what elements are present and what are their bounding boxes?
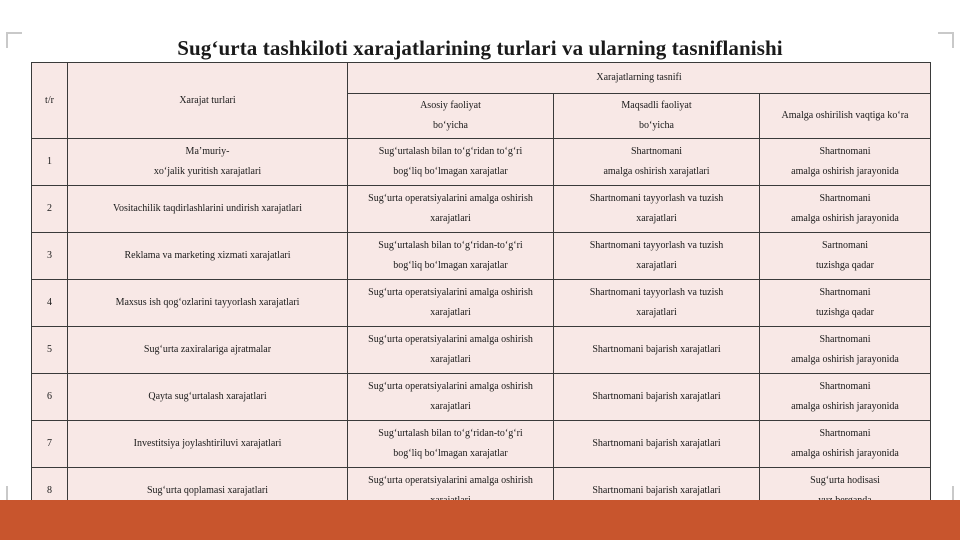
cell-target-line: xarajatlari — [636, 260, 677, 271]
table-row — [32, 374, 931, 421]
cell-main-line: xarajatlari — [430, 213, 471, 224]
header-row-top — [32, 63, 931, 94]
cost-classification-table — [31, 62, 931, 515]
cell-target-line: amalga oshirish xarajatlari — [603, 166, 710, 177]
table-row — [32, 421, 931, 468]
cell-time-line: amalga oshirish jarayonida — [791, 213, 899, 224]
cell-time-line: amalga oshirish jarayonida — [791, 448, 899, 459]
cell-time — [760, 139, 931, 186]
cell-main-line: Sug‘urtalash bilan to‘g‘ridan-to‘g‘ri — [378, 240, 523, 251]
cell-target-line: Shartnomani bajarish xarajatlari — [592, 391, 721, 402]
header-target-activity-line1: Maqsadli faoliyat — [621, 100, 692, 111]
cell-time — [760, 374, 931, 421]
cell-main — [348, 186, 554, 233]
cell-time — [760, 280, 931, 327]
cell-time-line: Shartnomani — [819, 428, 871, 439]
cell-time-line: Shartnomani — [819, 381, 871, 392]
cell-target — [554, 139, 760, 186]
cell-main — [348, 280, 554, 327]
slide-title: Sug‘urta tashkiloti xarajatlarining turlari va ularning tasniflanishi — [177, 36, 783, 60]
header-target-activity — [554, 94, 760, 139]
cell-type-line: Investitsiya joylashtiriluvi xarajatlari — [133, 438, 282, 449]
cell-type — [68, 327, 348, 374]
cell-main-line: Sug‘urta operatsiyalarini amalga oshirish — [368, 287, 533, 298]
cell-main-line: bog‘liq bo‘lmagan xarajatlar — [393, 260, 508, 271]
cell-main — [348, 139, 554, 186]
cell-type-line: Vositachilik taqdirlashlarini undirish xarajatlari — [113, 203, 302, 214]
header-by-time — [760, 94, 931, 139]
corner-bracket-top-left — [6, 32, 22, 48]
cell-target-line: Shartnomani tayyorlash va tuzish — [589, 193, 724, 204]
cell-target — [554, 186, 760, 233]
cell-type-line: xo‘jalik yuritish xarajatlari — [153, 166, 262, 177]
cell-main — [348, 327, 554, 374]
cell-type — [68, 139, 348, 186]
cell-type — [68, 186, 348, 233]
row-number: 8 — [32, 468, 68, 515]
cell-time-line: amalga oshirish jarayonida — [791, 354, 899, 365]
cell-type-line: Qayta sug‘urtalash xarajatlari — [148, 391, 267, 402]
cell-time-line: Shartnomani — [819, 287, 871, 298]
cell-target-line: Shartnomani bajarish xarajatlari — [592, 344, 721, 355]
cell-target-line: Shartnomani — [630, 146, 683, 157]
cell-main-line: Sug‘urtalash bilan to‘g‘ridan to‘g‘ri — [378, 146, 523, 157]
cell-main-line: Sug‘urta operatsiyalarini amalga oshirish — [368, 475, 533, 486]
cell-time-line: Shartnomani — [819, 193, 871, 204]
cell-time — [760, 421, 931, 468]
cell-time-line: Shartnomani — [819, 146, 871, 157]
table-row — [32, 139, 931, 186]
row-number: 4 — [32, 280, 68, 327]
cell-target — [554, 233, 760, 280]
row-number: 1 — [32, 139, 68, 186]
header-main-activity-line2: bo‘yicha — [433, 120, 468, 131]
cell-type-line: Reklama va marketing xizmati xarajatlari — [124, 250, 291, 261]
cell-time-line: tuzishga qadar — [815, 260, 875, 271]
cell-target-line: xarajatlari — [636, 307, 677, 318]
cell-type-line: Sug‘urta qoplamasi xarajatlari — [146, 485, 269, 496]
cell-time-line: Shartnomani — [819, 334, 871, 345]
cell-type-line: Maxsus ish qog‘ozlarini tayyorlash xarajatlari — [115, 297, 300, 308]
footer-accent-bar — [0, 500, 960, 540]
row-number: 7 — [32, 421, 68, 468]
header-classification: Xarajatlarning tasnifi — [348, 63, 931, 94]
cell-main-line: Sug‘urtalash bilan to‘g‘ridan-to‘g‘ri — [378, 428, 523, 439]
row-number: 5 — [32, 327, 68, 374]
row-number: 2 — [32, 186, 68, 233]
header-cost-types: Xarajat turlari — [68, 63, 348, 139]
cell-time-line: amalga oshirish jarayonida — [791, 166, 899, 177]
cell-main — [348, 374, 554, 421]
header-main-activity-line1: Asosiy faoliyat — [420, 100, 481, 111]
cell-time-line: Sartnomani — [821, 240, 869, 251]
table-row — [32, 186, 931, 233]
cell-type — [68, 280, 348, 327]
cell-main — [348, 233, 554, 280]
cell-target-line: Shartnomani tayyorlash va tuzish — [589, 240, 724, 251]
cell-type — [68, 421, 348, 468]
cell-time-line: tuzishga qadar — [815, 307, 875, 318]
cell-type — [68, 233, 348, 280]
cell-type — [68, 374, 348, 421]
cell-time — [760, 186, 931, 233]
cell-type-line: Ma’muriy- — [185, 146, 230, 157]
cell-target — [554, 421, 760, 468]
cell-target-line: xarajatlari — [636, 213, 677, 224]
table-row — [32, 233, 931, 280]
cell-type-line: Sug‘urta zaxiralariga ajratmalar — [143, 344, 272, 355]
cell-time-line: amalga oshirish jarayonida — [791, 401, 899, 412]
cell-time-line: Sug‘urta hodisasi — [810, 475, 880, 486]
cell-main-line: xarajatlari — [430, 307, 471, 318]
cell-target — [554, 374, 760, 421]
cell-main-line: Sug‘urta operatsiyalarini amalga oshirish — [368, 334, 533, 345]
row-number: 3 — [32, 233, 68, 280]
table-row — [32, 280, 931, 327]
cell-main-line: xarajatlari — [430, 354, 471, 365]
header-num: t/r — [32, 63, 68, 139]
cell-target-line: Shartnomani bajarish xarajatlari — [592, 485, 721, 496]
cell-target — [554, 327, 760, 374]
cell-time — [760, 327, 931, 374]
header-by-time-line1: Amalga oshirilish vaqtiga ko‘ra — [781, 110, 909, 121]
table-row — [32, 327, 931, 374]
cell-target-line: Shartnomani tayyorlash va tuzish — [589, 287, 724, 298]
cell-target — [554, 280, 760, 327]
cell-main-line: bog‘liq bo‘lmagan xarajatlar — [393, 166, 508, 177]
corner-bracket-top-right — [938, 32, 954, 48]
cell-time — [760, 233, 931, 280]
header-main-activity — [348, 94, 554, 139]
header-target-activity-line2: bo‘yicha — [639, 120, 674, 131]
row-number: 6 — [32, 374, 68, 421]
cell-main-line: Sug‘urta operatsiyalarini amalga oshirish — [368, 193, 533, 204]
cell-main — [348, 421, 554, 468]
cell-main-line: bog‘liq bo‘lmagan xarajatlar — [393, 448, 508, 459]
cell-target-line: Shartnomani bajarish xarajatlari — [592, 438, 721, 449]
cell-main-line: Sug‘urta operatsiyalarini amalga oshirish — [368, 381, 533, 392]
cell-main-line: xarajatlari — [430, 401, 471, 412]
